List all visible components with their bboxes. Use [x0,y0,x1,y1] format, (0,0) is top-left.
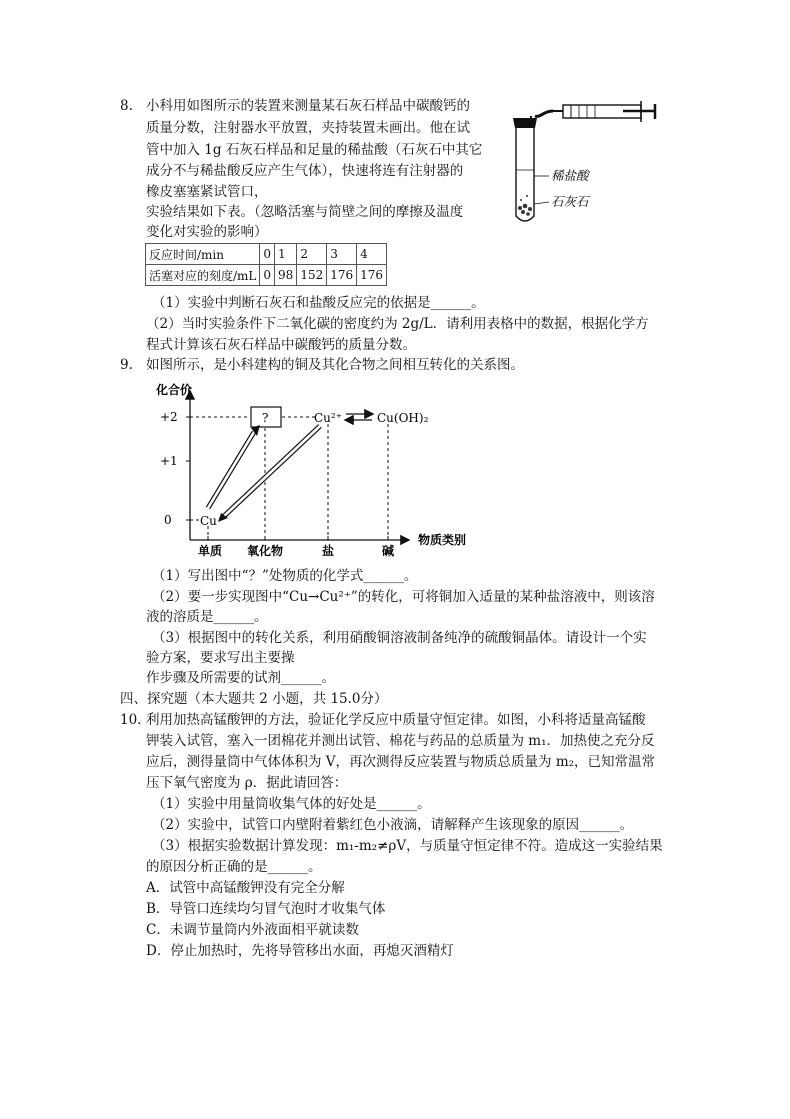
table-row [146,244,387,265]
table-cell: 152 [297,265,327,286]
q10-sub2: （2）实验中，试管口内壁附着紫红色小液滴，请解释产生该现象的原因______。 [152,817,634,833]
q10-option-d: D．停止加热时，先将导管移出水面，再熄灭酒精灯 [146,943,454,959]
q10-line: 应后，测得量筒中气体体积为 V，再次测得反应装置与物质总质量为 m₂，已知常温常 [146,754,656,770]
q8-line: 质量分数，注射器水平放置，夹持装置未画出。他在试 [146,120,470,136]
limestone-particle [521,210,525,214]
q8-sub2-line2: 程式计算该石灰石样品中碳酸钙的质量分数。 [146,337,416,353]
limestone-particle [528,207,532,211]
y-tick-label: +2 [160,410,178,424]
x-tick-label: 单质 [198,544,223,558]
table-cell: 0 [260,244,275,265]
q10-option-b: B．导管口连续均匀冒气泡时才收集气体 [146,901,386,917]
q9-intro: 如图所示，是小科建构的铜及其化合物之间相互转化的关系图。 [146,357,524,373]
cu-label: Cu [200,514,217,528]
y-tick-label: +1 [160,454,178,468]
question-number: 9. [120,357,133,373]
table-cell: 3 [327,244,357,265]
q9-sub1: （1）写出图中“？”处物质的化学式______。 [152,568,418,584]
q9-sub3-line1: （3）根据图中的转化关系，利用硝酸铜溶液制备纯净的硫酸铜晶体。请设计一个实 [152,630,647,646]
q10-option-c: C．未调节量筒内外液面相平就读数 [146,922,359,938]
results-table [145,243,387,286]
q10-sub1: （1）实验中用量筒收集气体的好处是______。 [152,796,431,812]
question-number: 10. [120,712,142,728]
cuoh2-label: Cu(OH)₂ [377,411,429,425]
acid-label: 稀盐酸 [551,168,589,183]
table-cell: 0 [260,265,275,286]
q10-sub3-line1: （3）根据实验数据计算发现：m₁-m₂≠ρV，与质量守恒定律不符。造成这一实验结果 [152,838,663,854]
y-tick-label: 0 [164,513,172,527]
x-tick-label: 氧化物 [247,544,284,558]
y-axis-label: 化合价 [156,383,193,397]
q8-line: 小科用如图所示的装置来测量某石灰石样品中碳酸钙的 [146,98,470,114]
x-axis-label: 物质类别 [418,533,467,547]
q8-line: 实验结果如下表。（忽略活塞与简壁之间的摩擦及温度 [146,204,464,220]
cu2-label: Cu²⁺ [314,411,343,425]
q9-sub3-line2: 验方案，要求写出主要操 [146,650,295,666]
syringe-apparatus-figure [505,96,675,231]
table-cell: 176 [327,265,357,286]
q9-sub2-line2: 液的溶质是______。 [146,609,268,625]
x-tick-label: 碱 [382,544,395,558]
table-cell: 176 [357,265,387,286]
limestone-particle [523,204,528,209]
table-cell: 2 [297,244,327,265]
limestone-particle [518,206,522,210]
q9-sub3-line3: 作步骤及所需要的试剂______。 [146,670,335,686]
unknown-mark: ? [262,411,269,425]
table-cell: 1 [275,244,297,265]
limestone-label: 石灰石 [551,194,589,209]
q8-sub1: （1）实验中判断石灰石和盐酸反应完的依据是______。 [152,295,485,311]
table-cell: 98 [275,265,297,286]
q8-line: 管中加入 1g 石灰石样品和足量的稀盐酸（石灰石中其它 [146,142,483,158]
q8-line: 变化对实验的影响） [146,224,268,240]
table-cell: 4 [357,244,387,265]
q10-line: 利用加热高锰酸钾的方法，验证化学反应中质量守恒定律。如图，小科将适量高锰酸 [146,712,646,728]
bubble [526,195,528,197]
rubber-stopper [513,118,537,128]
q8-sub2-line1: （2）当时实验条件下二氧化碳的密度约为 2g/L．请利用表格中的数据，根据化学方 [146,316,649,332]
q8-line: 成分不与稀盐酸反应产生气体），快速将连有注射器的 [146,163,464,179]
label-leader [534,202,549,204]
question-number: 8. [120,98,133,114]
section-heading: 四、探究题（本大题共 2 小题，共 15.0分） [120,691,388,707]
bubble [520,199,522,201]
connecting-tube [535,111,553,116]
q10-line: 钾装入试管，塞入一团棉花并测出试管、棉花与药品的总质量为 m₁．加热使之充分反 [146,733,655,749]
q8-line: 橡皮塞塞紧试管口， [146,184,268,200]
q10-sub3-line2: 的原因分析正确的是______。 [146,859,322,875]
q10-line: 压下氧气密度为 ρ．据此请回答： [146,775,348,791]
q10-option-a: A．试管中高锰酸钾没有完全分解 [146,880,345,896]
limestone-particle [526,212,530,216]
table-cell: 反应时间/min [146,244,260,265]
cu2-to-cu-arrow-inner [222,426,320,518]
copper-valence-chart [150,378,480,558]
x-tick-label: 盐 [322,544,335,558]
table-cell: 活塞对应的刻度/mL [146,265,260,286]
q9-sub2-line1: （2）要一步实现图中“Cu→Cu²⁺”的转化，可将铜加入适量的某种盐溶液中，则该溶 [152,589,655,605]
table-row [146,265,387,286]
